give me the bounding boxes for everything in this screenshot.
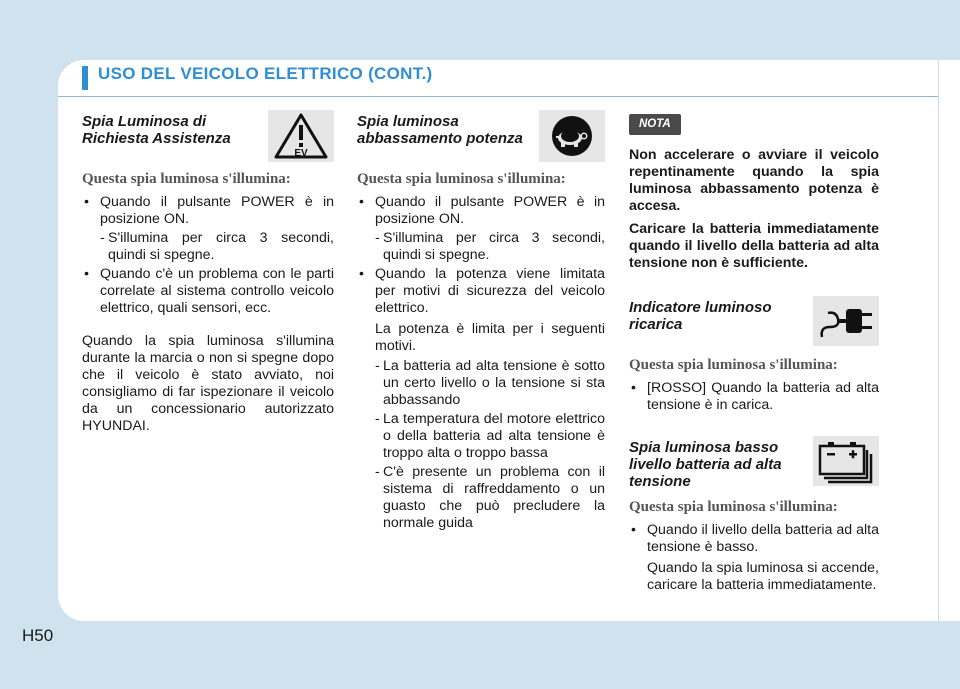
power-reduction-title: Spia luminosa abbassamento potenza — [357, 113, 523, 147]
list-subitem: - La temperatura del motore elettrico o della batteria ad alta tensione è troppo alta o troppo bassa — [375, 411, 605, 461]
power-reduction-note: La potenza è limita per i seguenti motivi. — [375, 321, 605, 354]
column-notes-indicators — [629, 110, 879, 597]
service-warning-paragraph: Quando la spia luminosa s'illumina durante la marcia o non si spegne dopo che il veicolo è stato avviato, noi consigliamo di far ispezionare il veicolo da un concessionario autorizzato HYUNDAI. — [82, 333, 334, 434]
list-item: • Quando la potenza viene limitata per motivi di sicurezza del veicolo elettrico. — [359, 266, 605, 316]
power-reduction-lead: Questa spia luminosa s'illumina: — [357, 171, 566, 187]
list-item: • Quando il livello della batteria ad alta tensione è basso. — [631, 522, 879, 555]
plug-icon — [813, 296, 879, 346]
list-item: • [ROSSO] Quando la batteria ad alta tensione è in carica. — [631, 380, 879, 413]
list-subitem: - S'illumina per circa 3 secondi, quindi si spegne. — [375, 230, 605, 263]
battery-indicator-lead: Questa spia luminosa s'illumina: — [629, 499, 838, 515]
charge-indicator-lead: Questa spia luminosa s'illumina: — [629, 357, 838, 373]
battery-indicator-title: Spia luminosa basso livello batteria ad alta tensione — [629, 439, 782, 490]
list-subitem: - C'è presente un problema con il sistema di raffreddamento o un guasto che può precludere la normale guida — [375, 464, 605, 531]
turtle-icon — [539, 110, 605, 162]
column-service-warning — [82, 110, 334, 438]
service-warning-lead: Questa spia luminosa s'illumina: — [82, 171, 291, 187]
list-subitem: - S'illumina per circa 3 secondi, quindi si spegne. — [100, 230, 334, 263]
list-item: • Quando c'è un problema con le parti correlate al sistema controllo veicolo elettrico, quali sensori, ecc. — [84, 266, 334, 316]
nota-badge: NOTA — [629, 114, 681, 135]
battery-icon — [813, 436, 879, 486]
column-power-reduction — [357, 110, 605, 534]
nota-paragraph: Caricare la batteria immediatamente quando il livello della batteria ad alta tensione non è sufficiente. — [629, 221, 879, 271]
service-warning-header — [82, 110, 334, 162]
list-item: • Quando il pulsante POWER è in posizione ON. — [359, 194, 605, 227]
service-warning-title: Spia Luminosa di Richiesta Assistenza — [82, 113, 231, 147]
right-rule — [938, 60, 939, 621]
charge-indicator-header — [629, 296, 879, 348]
nota-paragraph: Non accelerare o avviare il veicolo repentinamente quando la spia luminosa abbassamento potenza è accesa. — [629, 147, 879, 214]
list-item: • Quando il pulsante POWER è in posizione ON. — [84, 194, 334, 227]
header-rule — [58, 96, 938, 97]
list-subitem: - La batteria ad alta tensione è sotto un certo livello o la tensione si sta abbassando — [375, 358, 605, 408]
title-accent-bar — [82, 66, 88, 90]
ev-icon-label: EV — [294, 148, 308, 159]
ev-warning-icon — [268, 110, 334, 162]
battery-indicator-header — [629, 436, 879, 490]
section-title: USO DEL VEICOLO ELETTRICO (CONT.) — [98, 64, 433, 83]
power-reduction-header — [357, 110, 605, 162]
battery-indicator-note: Quando la spia luminosa si accende, caricare la batteria immediatamente. — [647, 560, 879, 593]
page-number: H50 — [22, 626, 54, 645]
charge-indicator-title: Indicatore luminoso ricarica — [629, 299, 772, 333]
